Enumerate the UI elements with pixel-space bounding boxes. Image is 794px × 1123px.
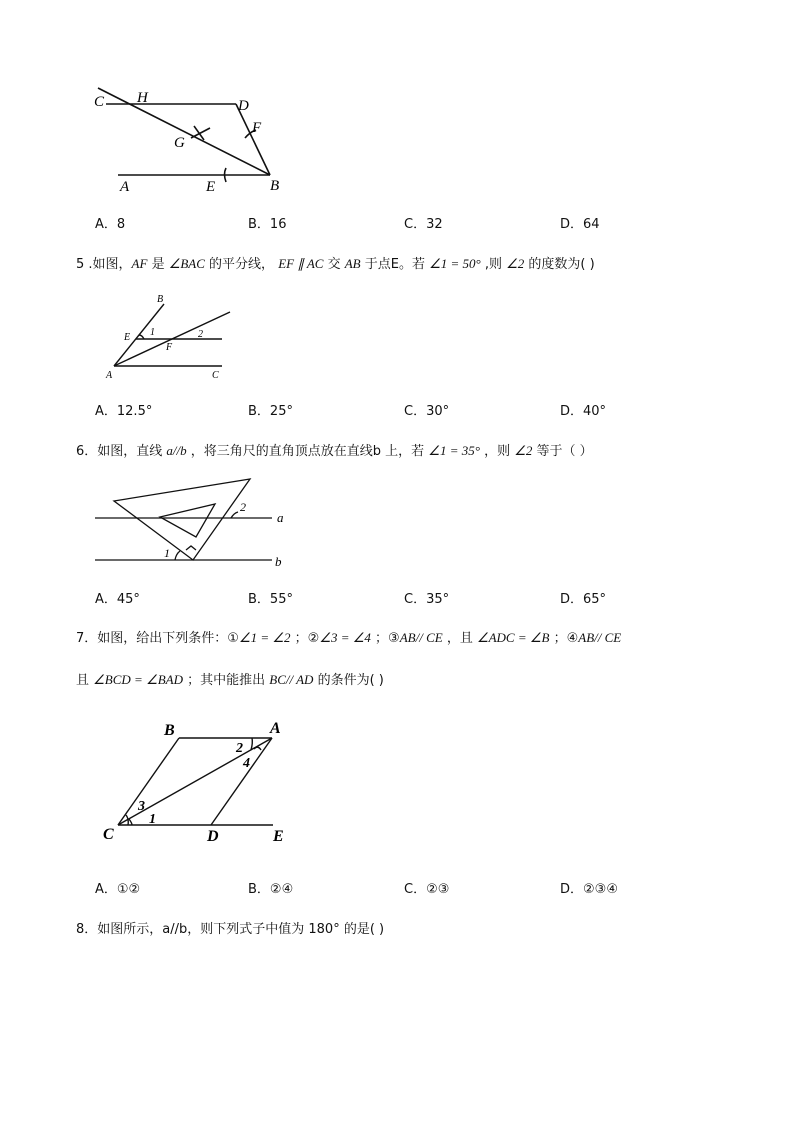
option-c[interactable]: C．35° xyxy=(404,592,450,607)
q8-stem: 8．如图所示，a//b，则下列式子中值为 180° 的是( ) xyxy=(76,922,385,937)
label-E: E xyxy=(124,332,131,343)
label-1: 1 xyxy=(149,812,156,827)
q4-options xyxy=(95,213,735,233)
label-2: 2 xyxy=(198,329,203,340)
option-a[interactable]: A．12.5° xyxy=(95,404,153,419)
q7-stem-line1: 7．如图，给出下列条件：①∠1 = ∠2 ；②∠3 = ∠4 ；③AB// CE ，且 ∠ADC = ∠B ；④AB// CE xyxy=(76,630,622,646)
label-3: 3 xyxy=(138,799,145,814)
option-c[interactable]: C．30° xyxy=(404,404,450,419)
option-b[interactable]: B．25° xyxy=(248,404,293,419)
label-F: F xyxy=(166,342,173,353)
option-a[interactable]: A．①② xyxy=(95,882,141,897)
q5-figure xyxy=(100,290,240,385)
label-A: A xyxy=(106,370,113,381)
label-D: D xyxy=(238,98,249,114)
label-B: B xyxy=(270,178,280,194)
q6-stem: 6．如图，直线 a//b ，将三角尺的直角顶点放在直线b 上，若 ∠1 = 35° ，则 ∠2 等于（ ） xyxy=(76,443,593,459)
label-E: E xyxy=(206,179,216,195)
label-C: C xyxy=(103,826,114,843)
option-d[interactable]: D．②③④ xyxy=(560,882,618,897)
q6-figure xyxy=(90,475,290,570)
q7-figure xyxy=(95,710,305,850)
q7-stem-line2: 且 ∠BCD = ∠BAD ；其中能推出 BC// AD 的条件为( ) xyxy=(76,672,384,688)
label-A: A xyxy=(120,179,130,195)
label-E: E xyxy=(273,828,284,845)
option-b[interactable]: B．②④ xyxy=(248,882,294,897)
label-1: 1 xyxy=(150,327,155,338)
label-2: 2 xyxy=(236,741,243,756)
label-4: 4 xyxy=(243,756,250,771)
option-b[interactable]: B．16 xyxy=(248,217,287,232)
option-d[interactable]: D．64 xyxy=(560,217,600,232)
q5-options xyxy=(95,400,735,420)
label-C: C xyxy=(212,370,219,381)
q6-options xyxy=(95,588,735,608)
option-a[interactable]: A．8 xyxy=(95,217,126,232)
q7-options xyxy=(95,878,735,898)
option-a[interactable]: A．45° xyxy=(95,592,140,607)
label-C: C xyxy=(94,94,105,110)
label-H: H xyxy=(137,90,148,106)
option-d[interactable]: D．65° xyxy=(560,592,607,607)
label-D: D xyxy=(207,828,219,845)
label-1: 1 xyxy=(164,546,170,560)
q5-stem: 5 .如图，AF 是 ∠BAC 的平分线， EF ∥ AC 交 AB 于点E。若 ∠1 = 50° ,则 ∠2 的度数为( ) xyxy=(76,256,595,272)
q4-figure xyxy=(90,80,290,200)
label-2: 2 xyxy=(240,500,246,514)
label-A: A xyxy=(270,720,281,737)
label-B: B xyxy=(164,722,175,739)
label-F: F xyxy=(252,120,262,136)
option-d[interactable]: D．40° xyxy=(560,404,607,419)
label-G: G xyxy=(174,135,185,151)
label-b: b xyxy=(275,554,282,569)
option-c[interactable]: C．②③ xyxy=(404,882,450,897)
label-a: a xyxy=(277,510,284,525)
option-b[interactable]: B．55° xyxy=(248,592,293,607)
label-B: B xyxy=(157,294,164,305)
option-c[interactable]: C．32 xyxy=(404,217,443,232)
